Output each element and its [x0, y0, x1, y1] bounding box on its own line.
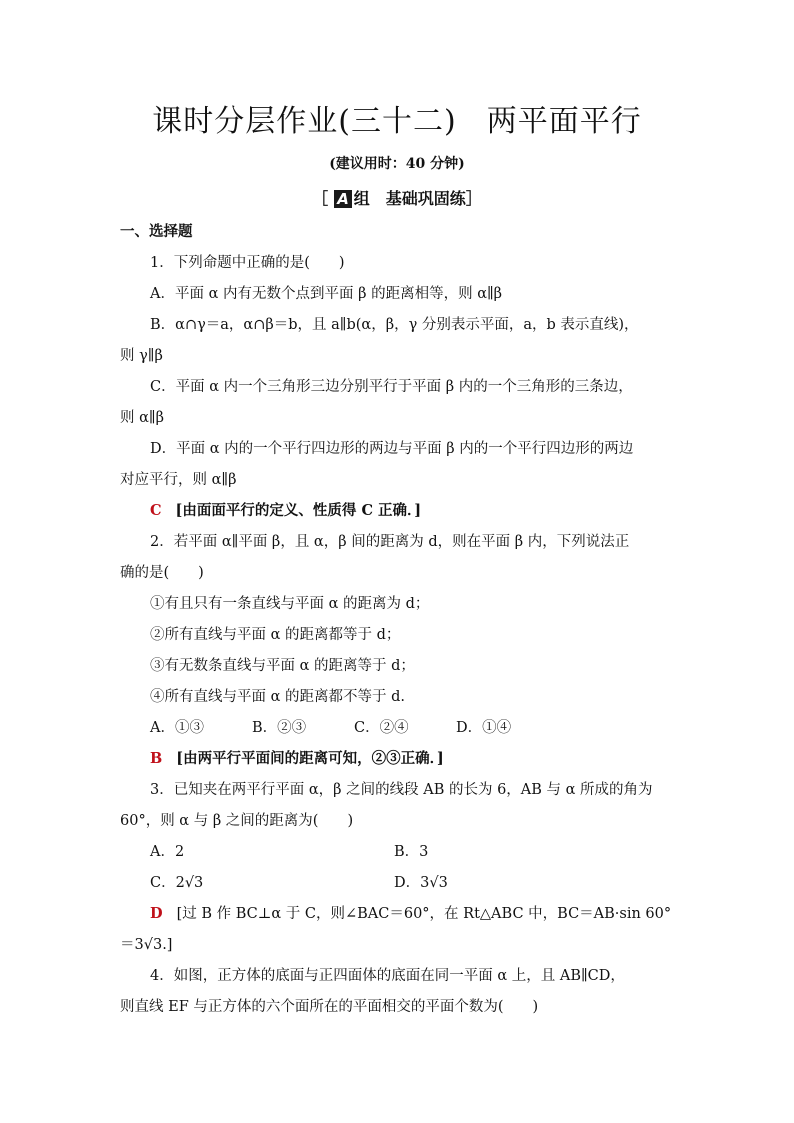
q2-statement-2: ②所有直线与平面 α 的距离都等于 d；: [150, 627, 401, 643]
q3-answer-row: [150, 904, 710, 924]
q3-explanation-line1: [过 B 作 BC⊥α 于 C，则∠BAC＝60°，在 Rt△ABC 中，BC＝AB·sin 60°: [176, 906, 672, 922]
title-main: 课时分层作业(三十二): [152, 104, 457, 139]
q2-statement-3: ③有无数条直线与平面 α 的距离等于 d；: [150, 658, 415, 674]
q3-stem-line2: 60°，则 α 与 β 之间的距离为( ): [120, 813, 354, 829]
q2-option-c: C．②④: [354, 720, 409, 736]
q1-stem: 1．下列命题中正确的是( ): [150, 255, 345, 271]
q1-explanation: [由面面平行的定义、性质得 C 正确．]: [175, 502, 422, 519]
q2-option-d: D．①④: [456, 720, 512, 736]
q2-answer: B: [150, 750, 163, 767]
q3-option-b: B．3: [394, 844, 429, 860]
q2-options: [150, 718, 710, 738]
q1-option-c-line2: 则 α∥β: [120, 410, 164, 426]
q1-answer-row: [150, 501, 710, 521]
q4-stem-line1: 4．如图，正方体的底面与正四面体的底面在同一平面 α 上，且 AB∥CD，: [150, 968, 625, 984]
section-heading: 一、选择题: [120, 223, 193, 240]
q3-options-row1: [150, 842, 710, 862]
q1-option-b-line2: 则 γ∥β: [120, 348, 163, 364]
q2-option-a: A．①③: [150, 720, 204, 736]
group-bracket-close: ］: [465, 189, 482, 208]
q3-answer: D: [150, 905, 163, 922]
q2-option-b: B．②③: [252, 720, 307, 736]
q3-stem-line1: 3．已知夹在两平行平面 α，β 之间的线段 AB 的长为 6，AB 与 α 所成的角为: [150, 782, 653, 798]
q3-option-a: A．2: [150, 844, 185, 860]
q3-explanation-line2: ＝3√3.]: [120, 937, 173, 953]
q3-option-d: D．3√3: [394, 875, 448, 891]
q2-stem-line2: 确的是( ): [120, 565, 204, 581]
group-letter-badge: A: [334, 190, 352, 208]
q1-option-d-line1: D．平面 α 内的一个平行四边形的两边与平面 β 内的一个平行四边形的两边: [150, 441, 634, 457]
q2-answer-row: [150, 749, 710, 769]
q1-option-c-line1: C．平面 α 内一个三角形三边分别平行于平面 β 内的一个三角形的三条边，: [150, 379, 633, 395]
q3-option-c: C．2√3: [150, 875, 204, 891]
q4-stem-line2: 则直线 EF 与正方体的六个面所在的平面相交的平面个数为( ): [120, 999, 539, 1015]
group-bracket-open: ［: [312, 189, 329, 208]
q2-statement-4: ④所有直线与平面 α 的距离都不等于 d.: [150, 689, 406, 705]
q2-statement-1: ①有且只有一条直线与平面 α 的距离为 d；: [150, 596, 430, 612]
suggested-time: (建议用时：40 分钟): [329, 156, 465, 172]
q1-option-d-line2: 对应平行，则 α∥β: [120, 472, 237, 488]
q2-stem-line1: 2．若平面 α∥平面 β，且 α，β 间的距离为 d，则在平面 β 内，下列说法正: [150, 534, 630, 550]
q1-option-b-line1: B．α∩γ＝a，α∩β＝b，且 a∥b(α，β，γ 分别表示平面，a，b 表示直线)，: [150, 317, 639, 333]
page-title: [0, 96, 794, 140]
group-label: 组 基础巩固练: [353, 189, 466, 208]
q1-answer: C: [150, 502, 162, 519]
q3-options-row2: [150, 873, 710, 893]
group-heading: [0, 186, 794, 209]
title-topic: 两平面平行: [486, 104, 642, 139]
q2-explanation: [由两平行平面间的距离可知，②③正确．]: [176, 750, 444, 767]
q1-option-a: A．平面 α 内有无数个点到平面 β 的距离相等，则 α∥β: [150, 286, 503, 302]
